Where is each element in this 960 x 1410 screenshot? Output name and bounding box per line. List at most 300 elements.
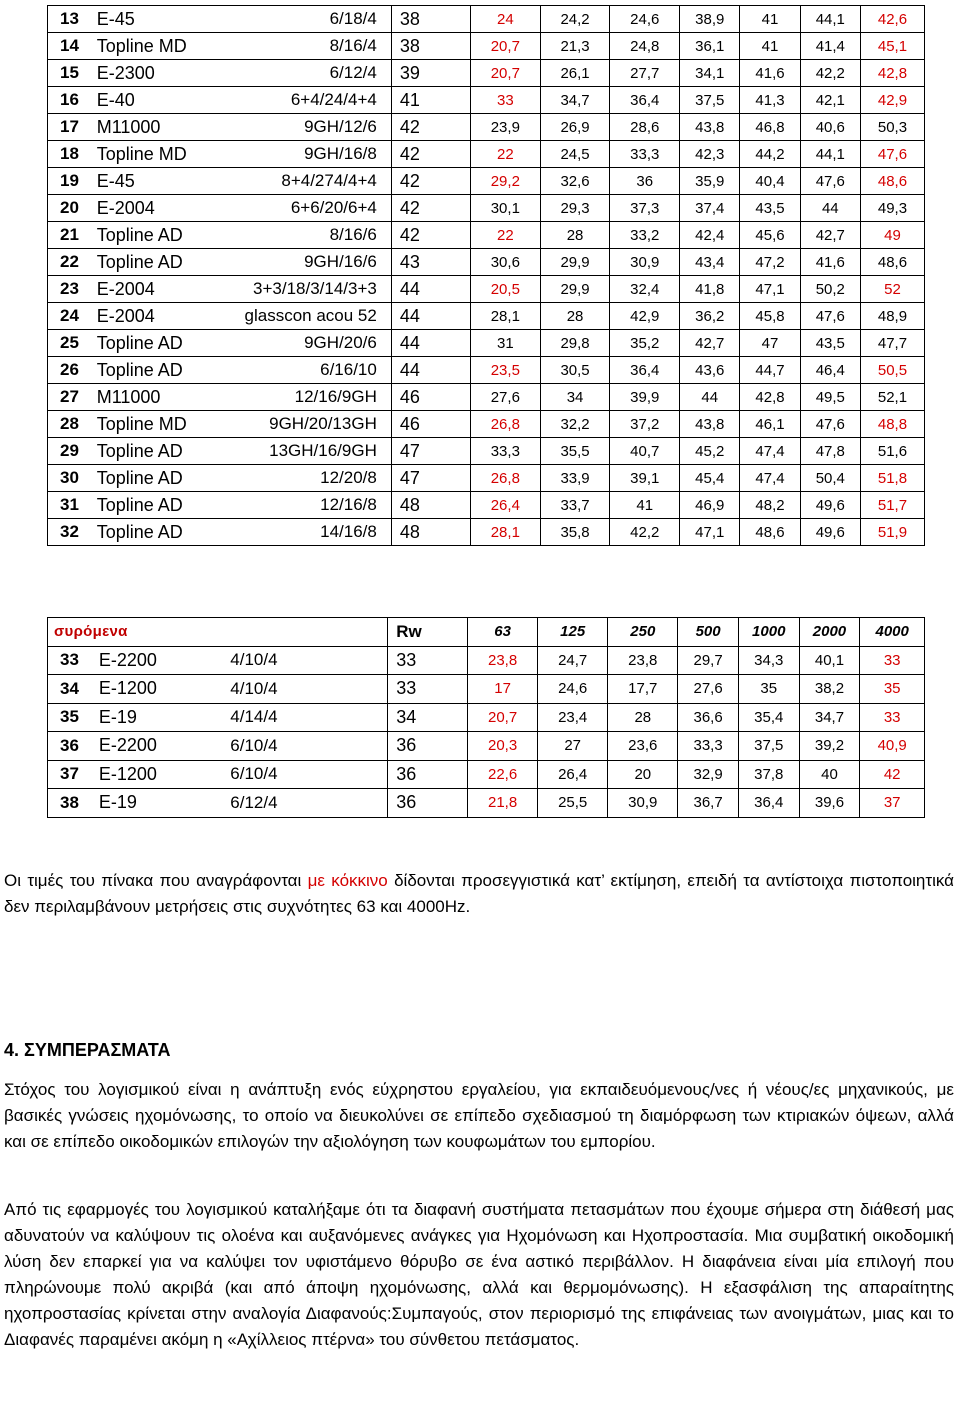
freq-value: 27,6 <box>470 384 540 411</box>
freq-header: 250 <box>608 618 678 647</box>
freq-value: 47,1 <box>740 276 800 303</box>
table-row <box>48 519 925 546</box>
sliding-windows-table <box>47 617 925 818</box>
freq-value: 35,8 <box>540 519 610 546</box>
freq-value: 34,7 <box>799 703 860 732</box>
freq-value: 23,9 <box>470 114 540 141</box>
freq-value: 42,8 <box>860 60 924 87</box>
freq-value: 37,5 <box>738 732 799 761</box>
glazing-config: 9GH/20/6 <box>211 330 391 357</box>
glazing-config: 4/10/4 <box>210 646 387 675</box>
freq-value: 48,8 <box>860 411 924 438</box>
freq-value: 49,3 <box>860 195 924 222</box>
freq-value: 46,9 <box>680 492 740 519</box>
freq-value: 29,8 <box>540 330 610 357</box>
freq-value: 50,4 <box>800 465 860 492</box>
table-row <box>48 675 925 704</box>
freq-value: 41,3 <box>740 87 800 114</box>
freq-header: 500 <box>678 618 739 647</box>
note-text: Οι τιμές του πίνακα που αναγράφονται <box>4 871 308 890</box>
freq-value: 52 <box>860 276 924 303</box>
glazing-config: 6/12/4 <box>210 789 387 818</box>
red-values-note <box>4 868 954 920</box>
freq-value: 24,5 <box>540 141 610 168</box>
freq-value: 29,3 <box>540 195 610 222</box>
table-row <box>48 195 925 222</box>
table-row <box>48 760 925 789</box>
rw-value: 46 <box>391 384 470 411</box>
freq-value: 24,6 <box>538 675 608 704</box>
table-row <box>48 492 925 519</box>
freq-value: 41,6 <box>800 249 860 276</box>
freq-value: 37,5 <box>680 87 740 114</box>
freq-value: 47,2 <box>740 249 800 276</box>
freq-value: 42,9 <box>610 303 680 330</box>
freq-value: 32,2 <box>540 411 610 438</box>
freq-value: 40,4 <box>740 168 800 195</box>
freq-value: 50,3 <box>860 114 924 141</box>
freq-value: 28,1 <box>470 519 540 546</box>
table-row <box>48 141 925 168</box>
freq-value: 17,7 <box>608 675 678 704</box>
freq-value: 42,7 <box>800 222 860 249</box>
glazing-config: 9GH/12/6 <box>211 114 391 141</box>
row-number: 24 <box>48 303 93 330</box>
freq-value: 21,3 <box>540 33 610 60</box>
measurements-table <box>47 5 925 546</box>
freq-value: 40,9 <box>860 732 925 761</box>
freq-value: 26,8 <box>470 465 540 492</box>
freq-value: 31 <box>470 330 540 357</box>
freq-value: 47,7 <box>860 330 924 357</box>
freq-value: 42,1 <box>800 87 860 114</box>
glazing-config: 14/16/8 <box>211 519 391 546</box>
freq-value: 51,9 <box>860 519 924 546</box>
freq-value: 52,1 <box>860 384 924 411</box>
table-row <box>48 357 925 384</box>
freq-value: 35,9 <box>680 168 740 195</box>
row-number: 32 <box>48 519 93 546</box>
product-name: Topline AD <box>93 330 212 357</box>
freq-value: 47,8 <box>800 438 860 465</box>
freq-header: 63 <box>468 618 538 647</box>
product-name: Topline AD <box>93 465 212 492</box>
row-number: 18 <box>48 141 93 168</box>
table-row <box>48 703 925 732</box>
rw-value: 41 <box>391 87 470 114</box>
freq-value: 30,9 <box>610 249 680 276</box>
row-number: 20 <box>48 195 93 222</box>
freq-value: 49,6 <box>800 492 860 519</box>
rw-value: 42 <box>391 168 470 195</box>
freq-value: 51,7 <box>860 492 924 519</box>
conclusion-paragraph: Στόχος του λογισμικού είναι η ανάπτυξη ενός εύχρηστου εργαλείου, για εκπαιδευόμενους/νες ή νέους/ες μηχανικούς, με βασικές γνώσεις ηχομόνωσης, το οποίο να διευκολύνει σε επίπεδο σχεδιασμού τη διαμόρφωση των κτιριακών όψεων, αλλά και σε επίπεδο οικοδομικών επιλογών την αξιολόγηση των κουφωμάτων του εμπορίου. <box>4 1080 954 1151</box>
freq-value: 28,6 <box>610 114 680 141</box>
rw-value: 43 <box>391 249 470 276</box>
glazing-config: 12/16/9GH <box>211 384 391 411</box>
freq-value: 40,7 <box>610 438 680 465</box>
glazing-config: 6+4/24/4+4 <box>211 87 391 114</box>
glazing-config: 12/20/8 <box>211 465 391 492</box>
freq-value: 48,6 <box>860 168 924 195</box>
row-number: 28 <box>48 411 93 438</box>
freq-value: 43,4 <box>680 249 740 276</box>
freq-value: 45,4 <box>680 465 740 492</box>
row-number: 21 <box>48 222 93 249</box>
freq-value: 34,1 <box>680 60 740 87</box>
freq-value: 42,2 <box>800 60 860 87</box>
freq-value: 35 <box>860 675 925 704</box>
rw-value: 42 <box>391 222 470 249</box>
glazing-config: 6+6/20/6+4 <box>211 195 391 222</box>
freq-value: 34,3 <box>738 646 799 675</box>
freq-value: 39,1 <box>610 465 680 492</box>
freq-value: 47,1 <box>680 519 740 546</box>
freq-value: 46,4 <box>800 357 860 384</box>
product-name: E-2300 <box>93 60 212 87</box>
freq-value: 51,8 <box>860 465 924 492</box>
table-row <box>48 465 925 492</box>
freq-value: 41 <box>740 33 800 60</box>
product-name: Topline AD <box>93 222 212 249</box>
freq-value: 32,4 <box>610 276 680 303</box>
row-number: 29 <box>48 438 93 465</box>
freq-value: 41 <box>740 6 800 33</box>
freq-value: 28 <box>608 703 678 732</box>
freq-value: 43,5 <box>740 195 800 222</box>
freq-header: 1000 <box>738 618 799 647</box>
freq-value: 34 <box>540 384 610 411</box>
freq-value: 26,8 <box>470 411 540 438</box>
freq-value: 42,4 <box>680 222 740 249</box>
row-number: 14 <box>48 33 93 60</box>
freq-value: 41 <box>610 492 680 519</box>
glazing-config: 4/14/4 <box>210 703 387 732</box>
freq-value: 47,6 <box>800 303 860 330</box>
rw-value: 36 <box>388 760 468 789</box>
freq-value: 40,6 <box>800 114 860 141</box>
product-name: E-2004 <box>93 276 212 303</box>
product-name: E-2004 <box>93 195 212 222</box>
freq-value: 22 <box>470 222 540 249</box>
row-number: 27 <box>48 384 93 411</box>
freq-value: 45,6 <box>740 222 800 249</box>
table-row <box>48 303 925 330</box>
row-number: 38 <box>48 789 93 818</box>
glazing-config: 6/16/10 <box>211 357 391 384</box>
freq-value: 33,3 <box>610 141 680 168</box>
glazing-config: 13GH/16/9GH <box>211 438 391 465</box>
freq-value: 45,1 <box>860 33 924 60</box>
freq-value: 40,1 <box>799 646 860 675</box>
freq-value: 42 <box>860 760 925 789</box>
freq-value: 39,9 <box>610 384 680 411</box>
table-row <box>48 646 925 675</box>
rw-value: 46 <box>391 411 470 438</box>
rw-value: 38 <box>391 6 470 33</box>
freq-value: 33,3 <box>470 438 540 465</box>
freq-value: 44,7 <box>740 357 800 384</box>
freq-value: 20 <box>608 760 678 789</box>
freq-value: 23,8 <box>468 646 538 675</box>
freq-value: 37,3 <box>610 195 680 222</box>
freq-value: 36,6 <box>678 703 739 732</box>
freq-value: 48,6 <box>740 519 800 546</box>
product-name: Topline AD <box>93 357 212 384</box>
product-name: E-2200 <box>93 646 210 675</box>
rw-value: 38 <box>391 33 470 60</box>
freq-value: 25,5 <box>538 789 608 818</box>
row-number: 17 <box>48 114 93 141</box>
glazing-config: 9GH/16/6 <box>211 249 391 276</box>
freq-value: 23,5 <box>470 357 540 384</box>
rw-value: 44 <box>391 303 470 330</box>
freq-value: 45,8 <box>740 303 800 330</box>
freq-value: 39,2 <box>799 732 860 761</box>
note-red-text: με κόκκινο <box>307 871 388 890</box>
freq-value: 49,5 <box>800 384 860 411</box>
freq-value: 39,6 <box>799 789 860 818</box>
row-number: 15 <box>48 60 93 87</box>
rw-value: 47 <box>391 465 470 492</box>
section-heading: 4. ΣΥΜΠΕΡΑΣΜΑΤΑ <box>4 1040 171 1060</box>
rw-value: 42 <box>391 141 470 168</box>
freq-header: 4000 <box>860 618 925 647</box>
freq-value: 44,1 <box>800 141 860 168</box>
category-label: συρόμενα <box>48 618 388 647</box>
product-name: E-40 <box>93 87 212 114</box>
freq-value: 24,8 <box>610 33 680 60</box>
freq-value: 32,6 <box>540 168 610 195</box>
product-name: E-1200 <box>93 675 210 704</box>
freq-value: 46,1 <box>740 411 800 438</box>
rw-value: 36 <box>388 789 468 818</box>
rw-value: 33 <box>388 675 468 704</box>
freq-value: 33,7 <box>540 492 610 519</box>
freq-value: 49,6 <box>800 519 860 546</box>
glazing-config: 6/10/4 <box>210 760 387 789</box>
freq-value: 23,8 <box>608 646 678 675</box>
freq-value: 38,2 <box>799 675 860 704</box>
product-name: Topline MD <box>93 33 212 60</box>
rw-header: Rw <box>388 618 468 647</box>
product-name: E-45 <box>93 6 212 33</box>
freq-value: 29,7 <box>678 646 739 675</box>
freq-value: 43,6 <box>680 357 740 384</box>
freq-value: 33 <box>470 87 540 114</box>
freq-value: 26,9 <box>540 114 610 141</box>
product-name: Topline AD <box>93 519 212 546</box>
freq-value: 33 <box>860 703 925 732</box>
freq-value: 43,8 <box>680 114 740 141</box>
glazing-config: 9GH/16/8 <box>211 141 391 168</box>
freq-value: 44,1 <box>800 6 860 33</box>
freq-value: 32,9 <box>678 760 739 789</box>
freq-value: 20,7 <box>470 60 540 87</box>
glazing-config: 4/10/4 <box>210 675 387 704</box>
row-number: 19 <box>48 168 93 195</box>
product-name: Topline MD <box>93 411 212 438</box>
freq-value: 36,4 <box>738 789 799 818</box>
rw-value: 42 <box>391 195 470 222</box>
product-name: E-2200 <box>93 732 210 761</box>
product-name: E-2004 <box>93 303 212 330</box>
freq-value: 41,6 <box>740 60 800 87</box>
freq-value: 20,5 <box>470 276 540 303</box>
table-row <box>48 249 925 276</box>
row-number: 34 <box>48 675 93 704</box>
freq-value: 37 <box>860 789 925 818</box>
freq-value: 47,4 <box>740 438 800 465</box>
glazing-config: 9GH/20/13GH <box>211 411 391 438</box>
freq-value: 24 <box>470 6 540 33</box>
freq-value: 47,4 <box>740 465 800 492</box>
note-text: δίδονται προσεγγιστικά κατ’ εκτίμηση, επειδή τα αντίστοιχα πιστοποιητικά δεν περιλαμβάνουν μετρήσεις στις συχνότητες 63 και 4000Hz. <box>4 871 954 916</box>
row-number: 33 <box>48 646 93 675</box>
freq-value: 26,1 <box>540 60 610 87</box>
freq-value: 43,8 <box>680 411 740 438</box>
freq-value: 26,4 <box>538 760 608 789</box>
rw-value: 44 <box>391 330 470 357</box>
freq-value: 44,2 <box>740 141 800 168</box>
freq-value: 41,8 <box>680 276 740 303</box>
glazing-config: 6/18/4 <box>211 6 391 33</box>
freq-value: 35,2 <box>610 330 680 357</box>
product-name: M11000 <box>93 114 212 141</box>
freq-value: 36,4 <box>610 357 680 384</box>
rw-value: 47 <box>391 438 470 465</box>
freq-value: 47 <box>740 330 800 357</box>
table-row <box>48 114 925 141</box>
product-name: Topline AD <box>93 438 212 465</box>
freq-value: 29,2 <box>470 168 540 195</box>
freq-value: 33 <box>860 646 925 675</box>
rw-value: 42 <box>391 114 470 141</box>
freq-value: 36,2 <box>680 303 740 330</box>
conclusion-paragraph: Από τις εφαρμογές του λογισμικού καταλήξαμε ότι τα διαφανή συστήματα πετασμάτων που έχουμε σήμερα στη διάθεσή μας αδυνατούν να καλύψουν τις ολοένα και αυξανόμενες ανάγκες για Ηχομόνωση και Ηχοπροστασία. Μια συμβατική οικοδομική λύση δεν επαρκεί για να καλύψει τον υφιστάμενο θόρυβο σε ένα αστικό περιβάλλον. Η διαφάνεια είναι μία επιλογή που πληρώνουμε πολύ ακριβά (και από άποψη ηχομόνωσης, αλλά και θερμομόνωσης). Η εξασφάλιση της απαραίτητης ηχοπροστασίας κρίνεται στην αναλογία Διαφανούς:Συμπαγούς, στον περιορισμό της επιφάνειας των ανοιγμάτων, μιας και το Διαφανές παραμένει ακόμη η «Αχίλλειος πτέρνα» του σύνθετου πετάσματος. <box>4 1200 954 1349</box>
freq-value: 48,6 <box>860 249 924 276</box>
table-row <box>48 789 925 818</box>
freq-value: 33,9 <box>540 465 610 492</box>
row-number: 35 <box>48 703 93 732</box>
freq-value: 27,6 <box>678 675 739 704</box>
table-row <box>48 276 925 303</box>
freq-value: 28,1 <box>470 303 540 330</box>
freq-value: 30,9 <box>608 789 678 818</box>
freq-value: 33,2 <box>610 222 680 249</box>
row-number: 26 <box>48 357 93 384</box>
freq-value: 30,1 <box>470 195 540 222</box>
product-name: E-19 <box>93 789 210 818</box>
freq-value: 24,2 <box>540 6 610 33</box>
row-number: 13 <box>48 6 93 33</box>
freq-value: 29,9 <box>540 276 610 303</box>
freq-value: 48,9 <box>860 303 924 330</box>
freq-value: 37,8 <box>738 760 799 789</box>
product-name: Topline AD <box>93 492 212 519</box>
rw-value: 44 <box>391 357 470 384</box>
glazing-config: 8/16/6 <box>211 222 391 249</box>
freq-value: 30,5 <box>540 357 610 384</box>
freq-value: 43,5 <box>800 330 860 357</box>
glazing-config: 8+4/274/4+4 <box>211 168 391 195</box>
freq-value: 42,2 <box>610 519 680 546</box>
table-row <box>48 330 925 357</box>
product-name: E-45 <box>93 168 212 195</box>
table-row <box>48 384 925 411</box>
freq-value: 46,8 <box>740 114 800 141</box>
freq-value: 49 <box>860 222 924 249</box>
glazing-config: 12/16/8 <box>211 492 391 519</box>
freq-value: 44 <box>800 195 860 222</box>
product-name: E-19 <box>93 703 210 732</box>
freq-value: 38,9 <box>680 6 740 33</box>
freq-value: 37,2 <box>610 411 680 438</box>
freq-value: 27,7 <box>610 60 680 87</box>
freq-value: 35 <box>738 675 799 704</box>
freq-value: 36,4 <box>610 87 680 114</box>
rw-value: 33 <box>388 646 468 675</box>
glazing-config: glasscon acou 52 <box>211 303 391 330</box>
freq-value: 36,7 <box>678 789 739 818</box>
freq-value: 36,1 <box>680 33 740 60</box>
glazing-config: 6/12/4 <box>211 60 391 87</box>
freq-value: 29,9 <box>540 249 610 276</box>
freq-value: 21,8 <box>468 789 538 818</box>
row-number: 37 <box>48 760 93 789</box>
table-row <box>48 6 925 33</box>
freq-value: 41,4 <box>800 33 860 60</box>
glazing-config: 3+3/18/3/14/3+3 <box>211 276 391 303</box>
freq-value: 30,6 <box>470 249 540 276</box>
freq-value: 17 <box>468 675 538 704</box>
freq-value: 20,7 <box>468 703 538 732</box>
freq-header: 2000 <box>799 618 860 647</box>
rw-value: 34 <box>388 703 468 732</box>
freq-value: 42,8 <box>740 384 800 411</box>
product-name: E-1200 <box>93 760 210 789</box>
table-row <box>48 60 925 87</box>
row-number: 23 <box>48 276 93 303</box>
rw-value: 39 <box>391 60 470 87</box>
freq-value: 40 <box>799 760 860 789</box>
freq-value: 23,4 <box>538 703 608 732</box>
freq-value: 42,9 <box>860 87 924 114</box>
table-row <box>48 168 925 195</box>
glazing-config: 6/10/4 <box>210 732 387 761</box>
freq-value: 26,4 <box>470 492 540 519</box>
row-number: 22 <box>48 249 93 276</box>
table-header-row <box>48 618 925 647</box>
freq-value: 20,7 <box>470 33 540 60</box>
freq-value: 42,3 <box>680 141 740 168</box>
glazing-config: 8/16/4 <box>211 33 391 60</box>
freq-value: 47,6 <box>800 168 860 195</box>
freq-value: 33,3 <box>678 732 739 761</box>
freq-value: 47,6 <box>860 141 924 168</box>
freq-value: 51,6 <box>860 438 924 465</box>
freq-value: 42,7 <box>680 330 740 357</box>
row-number: 30 <box>48 465 93 492</box>
freq-value: 50,5 <box>860 357 924 384</box>
freq-value: 42,6 <box>860 6 924 33</box>
freq-value: 45,2 <box>680 438 740 465</box>
freq-value: 35,5 <box>540 438 610 465</box>
row-number: 16 <box>48 87 93 114</box>
freq-value: 48,2 <box>740 492 800 519</box>
freq-value: 50,2 <box>800 276 860 303</box>
table-row <box>48 438 925 465</box>
